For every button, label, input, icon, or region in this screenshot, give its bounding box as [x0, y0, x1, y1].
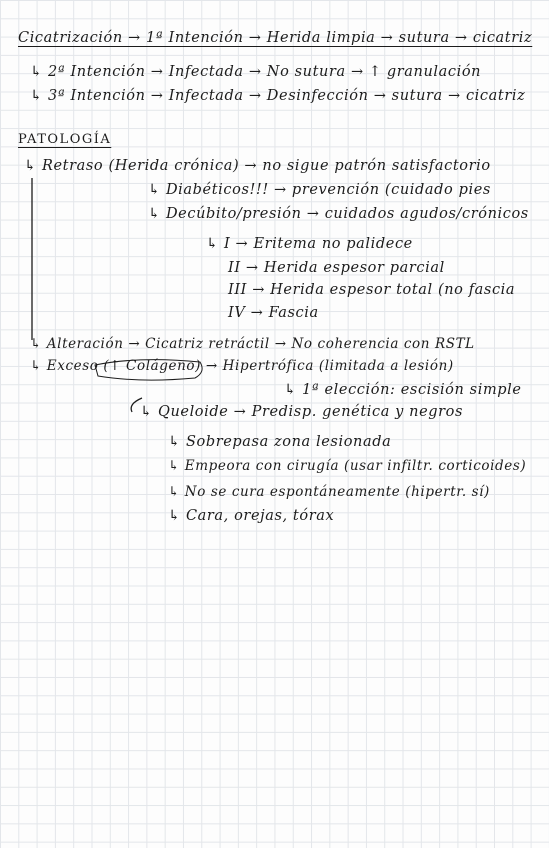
line-stage-2: II → Herida espesor parcial — [228, 260, 445, 276]
line-stage-4: IV → Fascia — [228, 305, 319, 321]
line-sobrepasa: ↳ Sobrepasa zona lesionada — [168, 434, 392, 450]
line-cara: ↳ Cara, orejas, tórax — [168, 508, 335, 524]
line-retraso: ↳ Retraso (Herida crónica) → no sigue patrón satisfactorio — [24, 158, 491, 174]
line-eleccion: ↳ 1ª elección: escisión simple — [284, 382, 522, 398]
line-diabeticos: ↳ Diabéticos!!! → prevención (cuidado pies — [148, 182, 491, 198]
line-alteracion: ↳ Alteración → Cicatriz retráctil → No coherencia con RSTL — [30, 336, 475, 352]
line-tercera-intencion: ↳ 3ª Intención → Infectada → Desinfección → sutura → cicatriz — [30, 88, 526, 104]
line-stage-1: ↳ I → Eritema no palidece — [206, 236, 413, 252]
line-decubito: ↳ Decúbito/presión → cuidados agudos/crónicos — [148, 206, 529, 222]
line-no-cura: ↳ No se cura espontáneamente (hipertr. sí) — [168, 484, 490, 500]
line-cicatrizacion: Cicatrización → 1ª Intención → Herida limpia → sutura → cicatriz — [18, 30, 533, 46]
line-exceso: ↳ Exceso (↑ Colágeno) → Hipertrófica (limitada a lesión) — [30, 358, 454, 374]
line-queloide: ↳ Queloide → Predisp. genética y negros — [140, 404, 464, 420]
line-stage-3: III → Herida espesor total (no fascia — [228, 282, 516, 298]
line-empeora: ↳ Empeora con cirugía (usar infiltr. corticoides) — [168, 458, 527, 474]
heading-patologia: PATOLOGÍA — [18, 132, 112, 147]
line-segunda-intencion: ↳ 2ª Intención → Infectada → No sutura → ↑ granulación — [30, 64, 482, 80]
